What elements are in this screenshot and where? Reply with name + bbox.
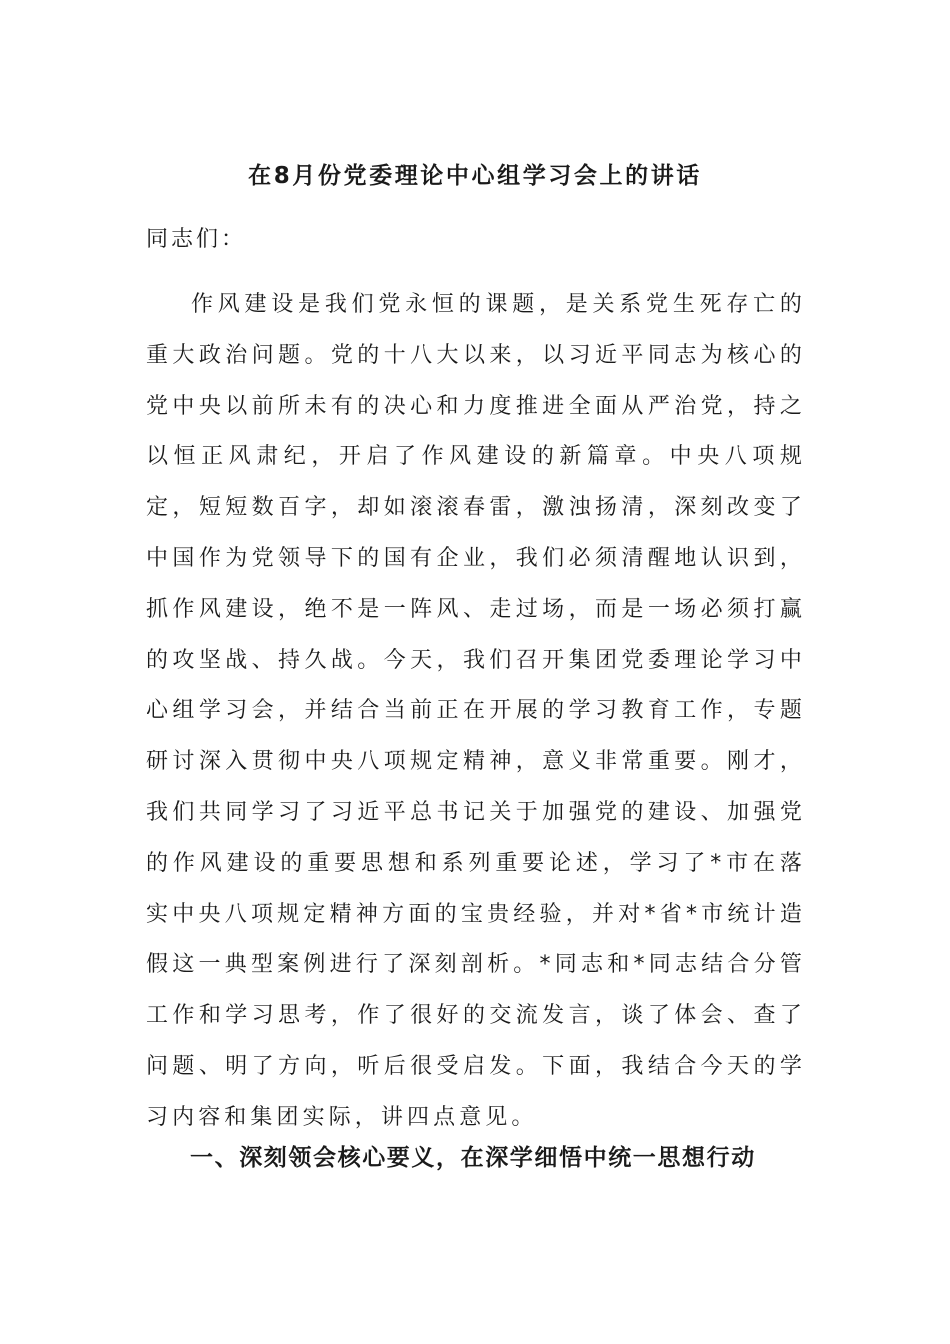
document-title: 在8月份党委理论中心组学习会上的讲话: [248, 163, 702, 189]
intro-paragraph: 作风建设是我们党永恒的课题，是关系党生死存亡的重大政治问题。党的十八大以来，以习近平同志为核心的党中央以前所未有的决心和力度推进全面从严治党，持之以恒正风肃纪，开启了作风建设的新篇章。中央八项规定，短短数百字，却如滚滚春雷，激浊扬清，深刻改变了中国作为党领导下的国有企业，我们必须清醒地认识到，抓作风建设，绝不是一阵风、走过场，而是一场必须打赢的攻坚战、持久战。今天，我们召开集团党委理论学习中心组学习会，并结合当前正在开展的学习教育工作，专题研讨深入贯彻中央八项规定精神，意义非常重要。刚才，我们共同学习了习近平总书记关于加强党的建设、加强党的作风建设的重要思想和系列重要论述，学习了*市在落实中央八项规定精神方面的宝贵经验，并对*省*市统计造假这一典型案例进行了深刻剖析。*同志和*同志结合分管工作和学习思考，作了很好的交流发言，谈了体会、查了问题、明了方向，听后很受启发。下面，我结合今天的学习内容和集团实际，讲四点意见。: [146, 292, 806, 1130]
section-heading-1: 一、深刻领会核心要义，在深学细悟中统一思想行动: [190, 1145, 756, 1171]
salutation: 同志们：: [146, 227, 247, 252]
